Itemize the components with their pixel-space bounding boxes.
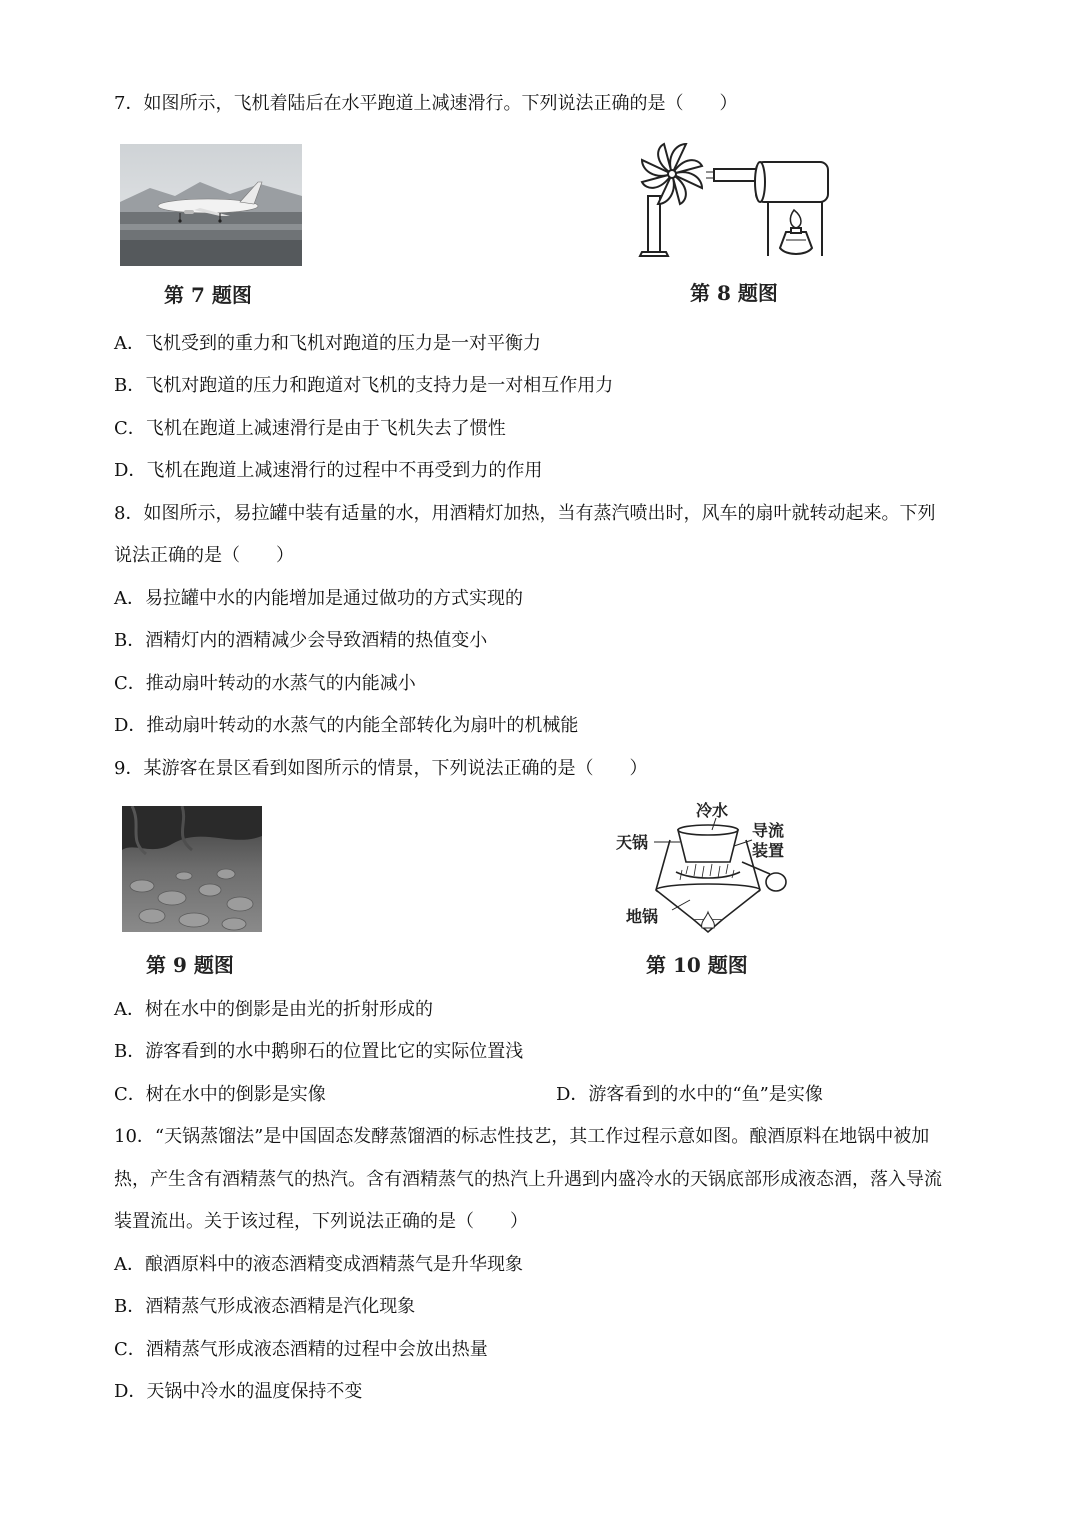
- q9-option-a: A．树在水中的倒影是由光的折射形成的: [114, 999, 433, 1020]
- airplane-photo: [120, 144, 302, 266]
- label-guide-1: 导流: [752, 821, 785, 840]
- q7-option-d: D．飞机在跑道上减速滑行的过程中不再受到力的作用: [114, 460, 543, 481]
- fig8-caption: 第 8 题图: [690, 281, 778, 305]
- q9-option-d: D．游客看到的水中的“鱼”是实像: [556, 1084, 823, 1105]
- fig7-caption: 第 7 题图: [164, 283, 252, 307]
- q8-stem-line1: 8．如图所示，易拉罐中装有适量的水，用酒精灯加热，当有蒸汽喷出时，风车的扇叶就转动起来。下列: [114, 503, 936, 524]
- label-cold-water: 冷水: [696, 801, 729, 820]
- tianguo-distillation-diagram: [612, 800, 802, 936]
- q7-option-c: C．飞机在跑道上减速滑行是由于飞机失去了惯性: [114, 418, 506, 439]
- label-guide-2: 装置: [752, 841, 785, 860]
- lake-reflection-photo: [122, 806, 262, 932]
- q7-option-b: B．飞机对跑道的压力和跑道对飞机的支持力是一对相互作用力: [114, 375, 614, 396]
- label-tian-guo: 天锅: [616, 833, 649, 852]
- q10-option-c: C．酒精蒸气形成液态酒精的过程中会放出热量: [114, 1339, 488, 1360]
- q8-option-c: C．推动扇叶转动的水蒸气的内能减小: [114, 673, 416, 694]
- q7-option-a: A．飞机受到的重力和飞机对跑道的压力是一对平衡力: [114, 333, 541, 354]
- q9-option-c: C．树在水中的倒影是实像: [114, 1084, 326, 1105]
- q8-option-d: D．推动扇叶转动的水蒸气的内能全部转化为扇叶的机械能: [114, 715, 579, 736]
- fig10-caption: 第 10 题图: [646, 953, 748, 977]
- q8-stem-line2: 说法正确的是（ ）: [114, 545, 294, 566]
- label-di-guo: 地锅: [626, 907, 659, 926]
- q9-stem: 9．某游客在景区看到如图所示的情景，下列说法正确的是（ ）: [114, 758, 648, 779]
- q10-option-a: A．酿酒原料中的液态酒精变成酒精蒸气是升华现象: [114, 1254, 523, 1275]
- q10-stem-line2: 热，产生含有酒精蒸气的热汽。含有酒精蒸气的热汽上升遇到内盛冷水的天锅底部形成液态酒，落入导流: [114, 1169, 942, 1190]
- pinwheel-can-diagram: [636, 136, 840, 264]
- fig9-caption: 第 9 题图: [146, 953, 234, 977]
- q10-option-d: D．天锅中冷水的温度保持不变: [114, 1381, 363, 1402]
- q8-option-b: B．酒精灯内的酒精减少会导致酒精的热值变小: [114, 630, 488, 651]
- q10-option-b: B．酒精蒸气形成液态酒精是汽化现象: [114, 1296, 416, 1317]
- q10-stem-line3: 装置流出。关于该过程，下列说法正确的是（ ）: [114, 1211, 528, 1232]
- q7-stem: 7．如图所示，飞机着陆后在水平跑道上减速滑行。下列说法正确的是（ ）: [114, 93, 738, 114]
- q9-option-b: B．游客看到的水中鹅卵石的位置比它的实际位置浅: [114, 1041, 524, 1062]
- q10-stem-line1: 10．“天锅蒸馏法”是中国固态发酵蒸馏酒的标志性技艺，其工作过程示意如图。酿酒原料在地锅中被加: [114, 1126, 930, 1147]
- q8-option-a: A．易拉罐中水的内能增加是通过做功的方式实现的: [114, 588, 523, 609]
